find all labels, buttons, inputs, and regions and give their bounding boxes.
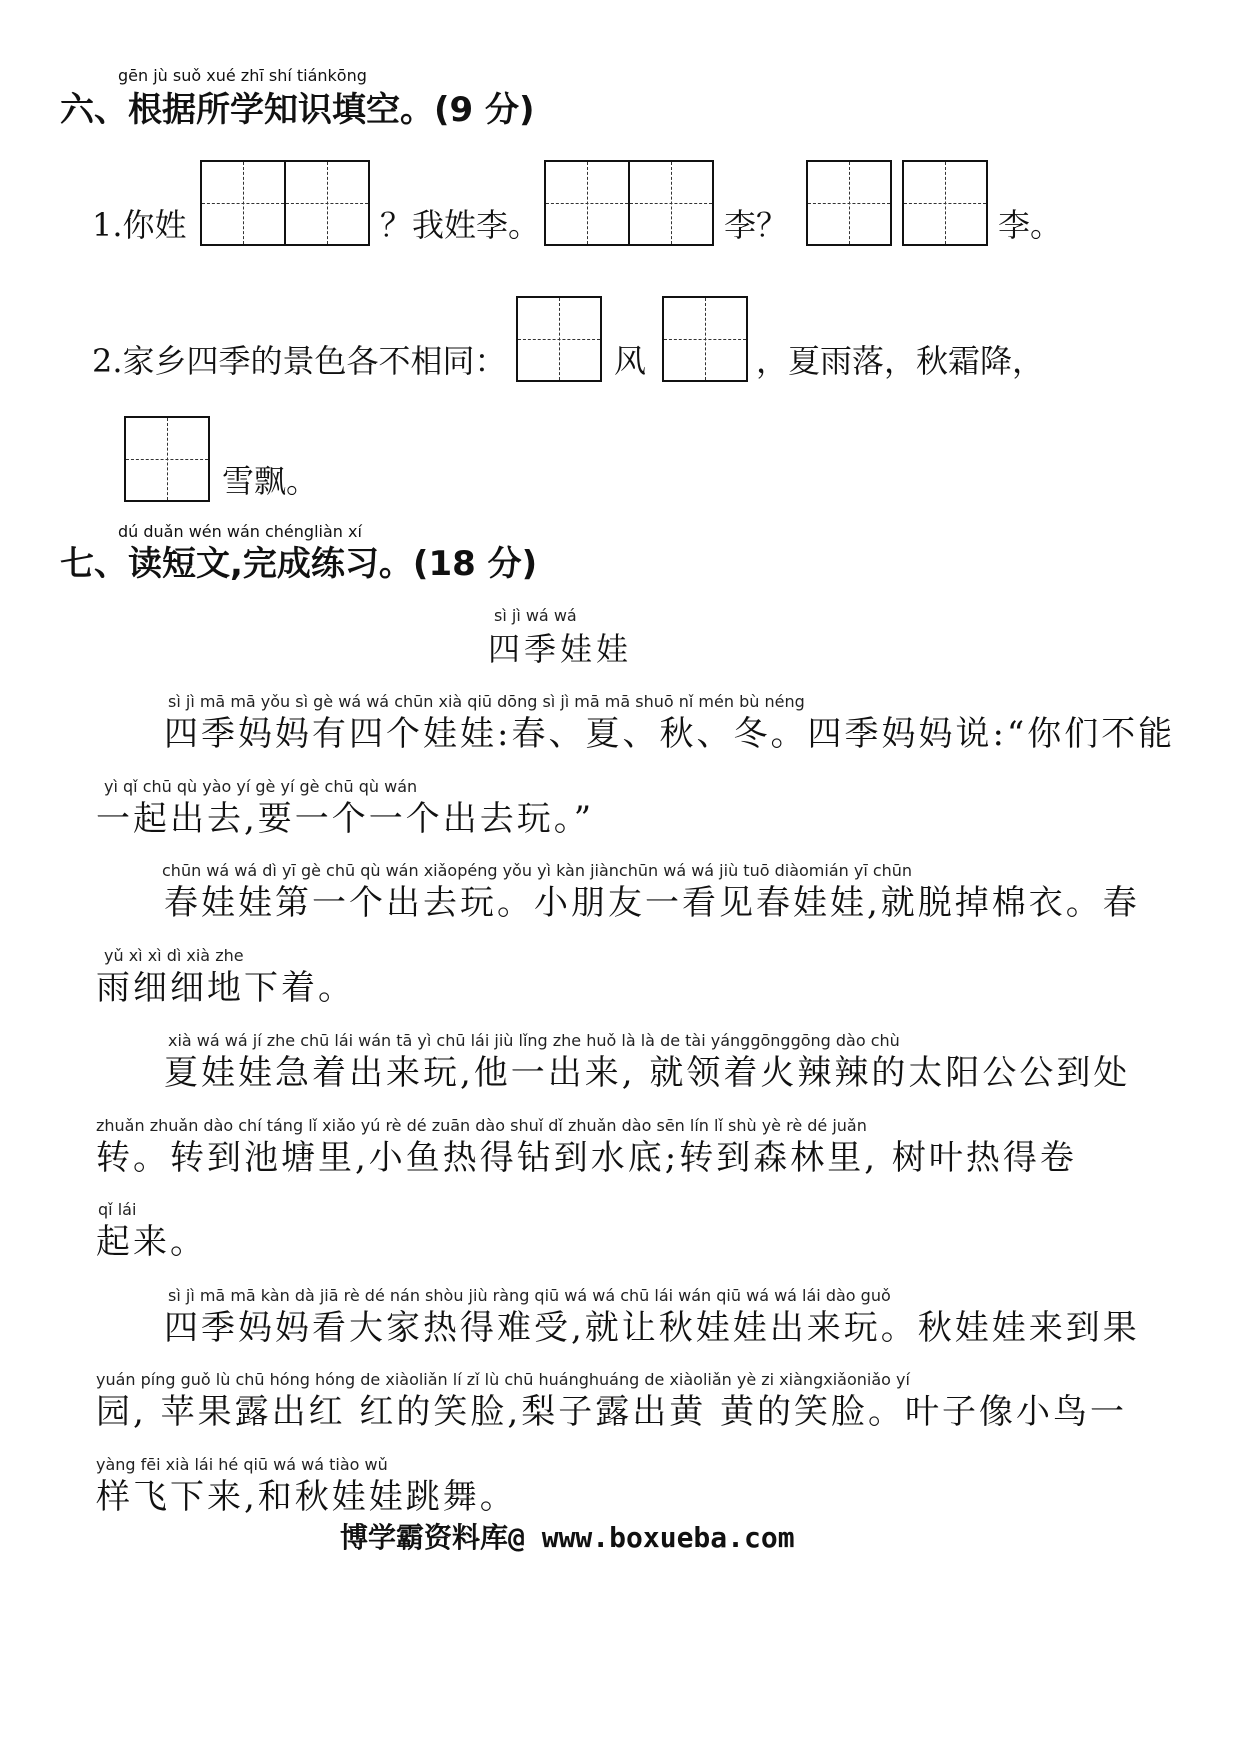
q1-answer-box-3a[interactable] bbox=[806, 160, 892, 246]
line-5-pinyin: xià wá wá jí zhe chū lái wán tā yì chū lái jiù lǐng zhe huǒ là là de tài yánggōnggōng dào chù bbox=[168, 1031, 900, 1050]
q2-after-third: 雪飘。 bbox=[222, 462, 319, 500]
q2-answer-box-2[interactable] bbox=[662, 296, 748, 382]
q2-after-first: 风 bbox=[614, 342, 647, 380]
q1-after-second: 李？ bbox=[724, 206, 789, 244]
q1-answer-box-1b[interactable] bbox=[284, 160, 370, 246]
q1-answer-box-2a[interactable] bbox=[544, 160, 630, 246]
line-7-pinyin: qǐ lái bbox=[98, 1200, 137, 1219]
q1-answer-box-2b[interactable] bbox=[628, 160, 714, 246]
line-10-text: 样飞下来,和秋娃娃跳舞。 bbox=[96, 1477, 517, 1517]
q1-answer-box-3b[interactable] bbox=[902, 160, 988, 246]
q1-answer-box-1a[interactable] bbox=[200, 160, 286, 246]
line-9-pinyin: yuán píng guǒ lù chū hóng hóng de xiàoliǎn lí zǐ lù chū huánghuáng de xiàoliǎn yè zi xiàngxiǎoniǎo yí bbox=[96, 1370, 910, 1389]
line-10-pinyin: yàng fēi xià lái hé qiū wá wá tiào wǔ bbox=[96, 1455, 388, 1474]
section6-pinyin: gēn jù suǒ xué zhī shí tiánkōng bbox=[118, 66, 367, 85]
q1-after-third: 李。 bbox=[998, 206, 1063, 244]
line-1-pinyin: sì jì mā mā yǒu sì gè wá wá chūn xià qiū dōng sì jì mā mā shuō nǐ mén bù néng bbox=[168, 692, 805, 711]
q2-answer-box-3[interactable] bbox=[124, 416, 210, 502]
q2-after-second: ，夏雨落，秋霜降， bbox=[756, 342, 1045, 380]
line-4-text: 雨细细地下着。 bbox=[96, 968, 355, 1008]
passage-title-pinyin: sì jì wá wá bbox=[494, 606, 577, 625]
q1-after-first: ？我姓李。 bbox=[380, 206, 541, 244]
line-7-text: 起来。 bbox=[96, 1222, 207, 1262]
section7-pinyin: dú duǎn wén wán chéngliàn xí bbox=[118, 522, 362, 541]
line-1-text: 四季妈妈有四个娃娃:春、夏、秋、冬。四季妈妈说:“你们不能 bbox=[164, 714, 1176, 754]
line-3-pinyin: chūn wá wá dì yī gè chū qù wán xiǎopéng yǒu yì kàn jiànchūn wá wá jiù tuō diàomián yī chūn bbox=[162, 861, 913, 880]
line-8-pinyin: sì jì mā mā kàn dà jiā rè dé nán shòu jiù ràng qiū wá wá chū lái wán qiū wá wá lái dào guǒ bbox=[168, 1286, 891, 1305]
line-5-text: 夏娃娃急着出来玩,他一出来, 就领着火辣辣的太阳公公到处 bbox=[164, 1053, 1131, 1093]
line-3-text: 春娃娃第一个出去玩。小朋友一看见春娃娃,就脱掉棉衣。春 bbox=[164, 883, 1140, 923]
line-4-pinyin: yǔ xì xì dì xià zhe bbox=[104, 946, 244, 965]
section6-title: 六、根据所学知识填空。(9 分) bbox=[60, 90, 535, 130]
q2-answer-box-1[interactable] bbox=[516, 296, 602, 382]
q2-label: 2.家乡四季的景色各不相同： bbox=[92, 342, 507, 380]
line-6-text: 转。转到池塘里,小鱼热得钻到水底;转到森林里, 树叶热得卷 bbox=[96, 1138, 1077, 1178]
section7-title: 七、读短文,完成练习。(18 分) bbox=[60, 544, 538, 584]
line-2-pinyin: yì qǐ chū qù yào yí gè yí gè chū qù wán bbox=[104, 777, 418, 796]
line-8-text: 四季妈妈看大家热得难受,就让秋娃娃出来玩。秋娃娃来到果 bbox=[164, 1308, 1140, 1348]
footer-watermark: 博学霸资料库@ www.boxueba.com bbox=[340, 1521, 795, 1554]
q1-label: 1.你姓 bbox=[92, 206, 187, 244]
passage-title: 四季娃娃 bbox=[488, 630, 633, 668]
line-6-pinyin: zhuǎn zhuǎn dào chí táng lǐ xiǎo yú rè dé zuān dào shuǐ dǐ zhuǎn dào sēn lín lǐ shù yè rè dé juǎn bbox=[96, 1116, 867, 1135]
line-2-text: 一起出去,要一个一个出去玩。” bbox=[96, 799, 595, 839]
line-9-text: 园, 苹果露出红 红的笑脸,梨子露出黄 黄的笑脸。叶子像小鸟一 bbox=[96, 1392, 1128, 1432]
